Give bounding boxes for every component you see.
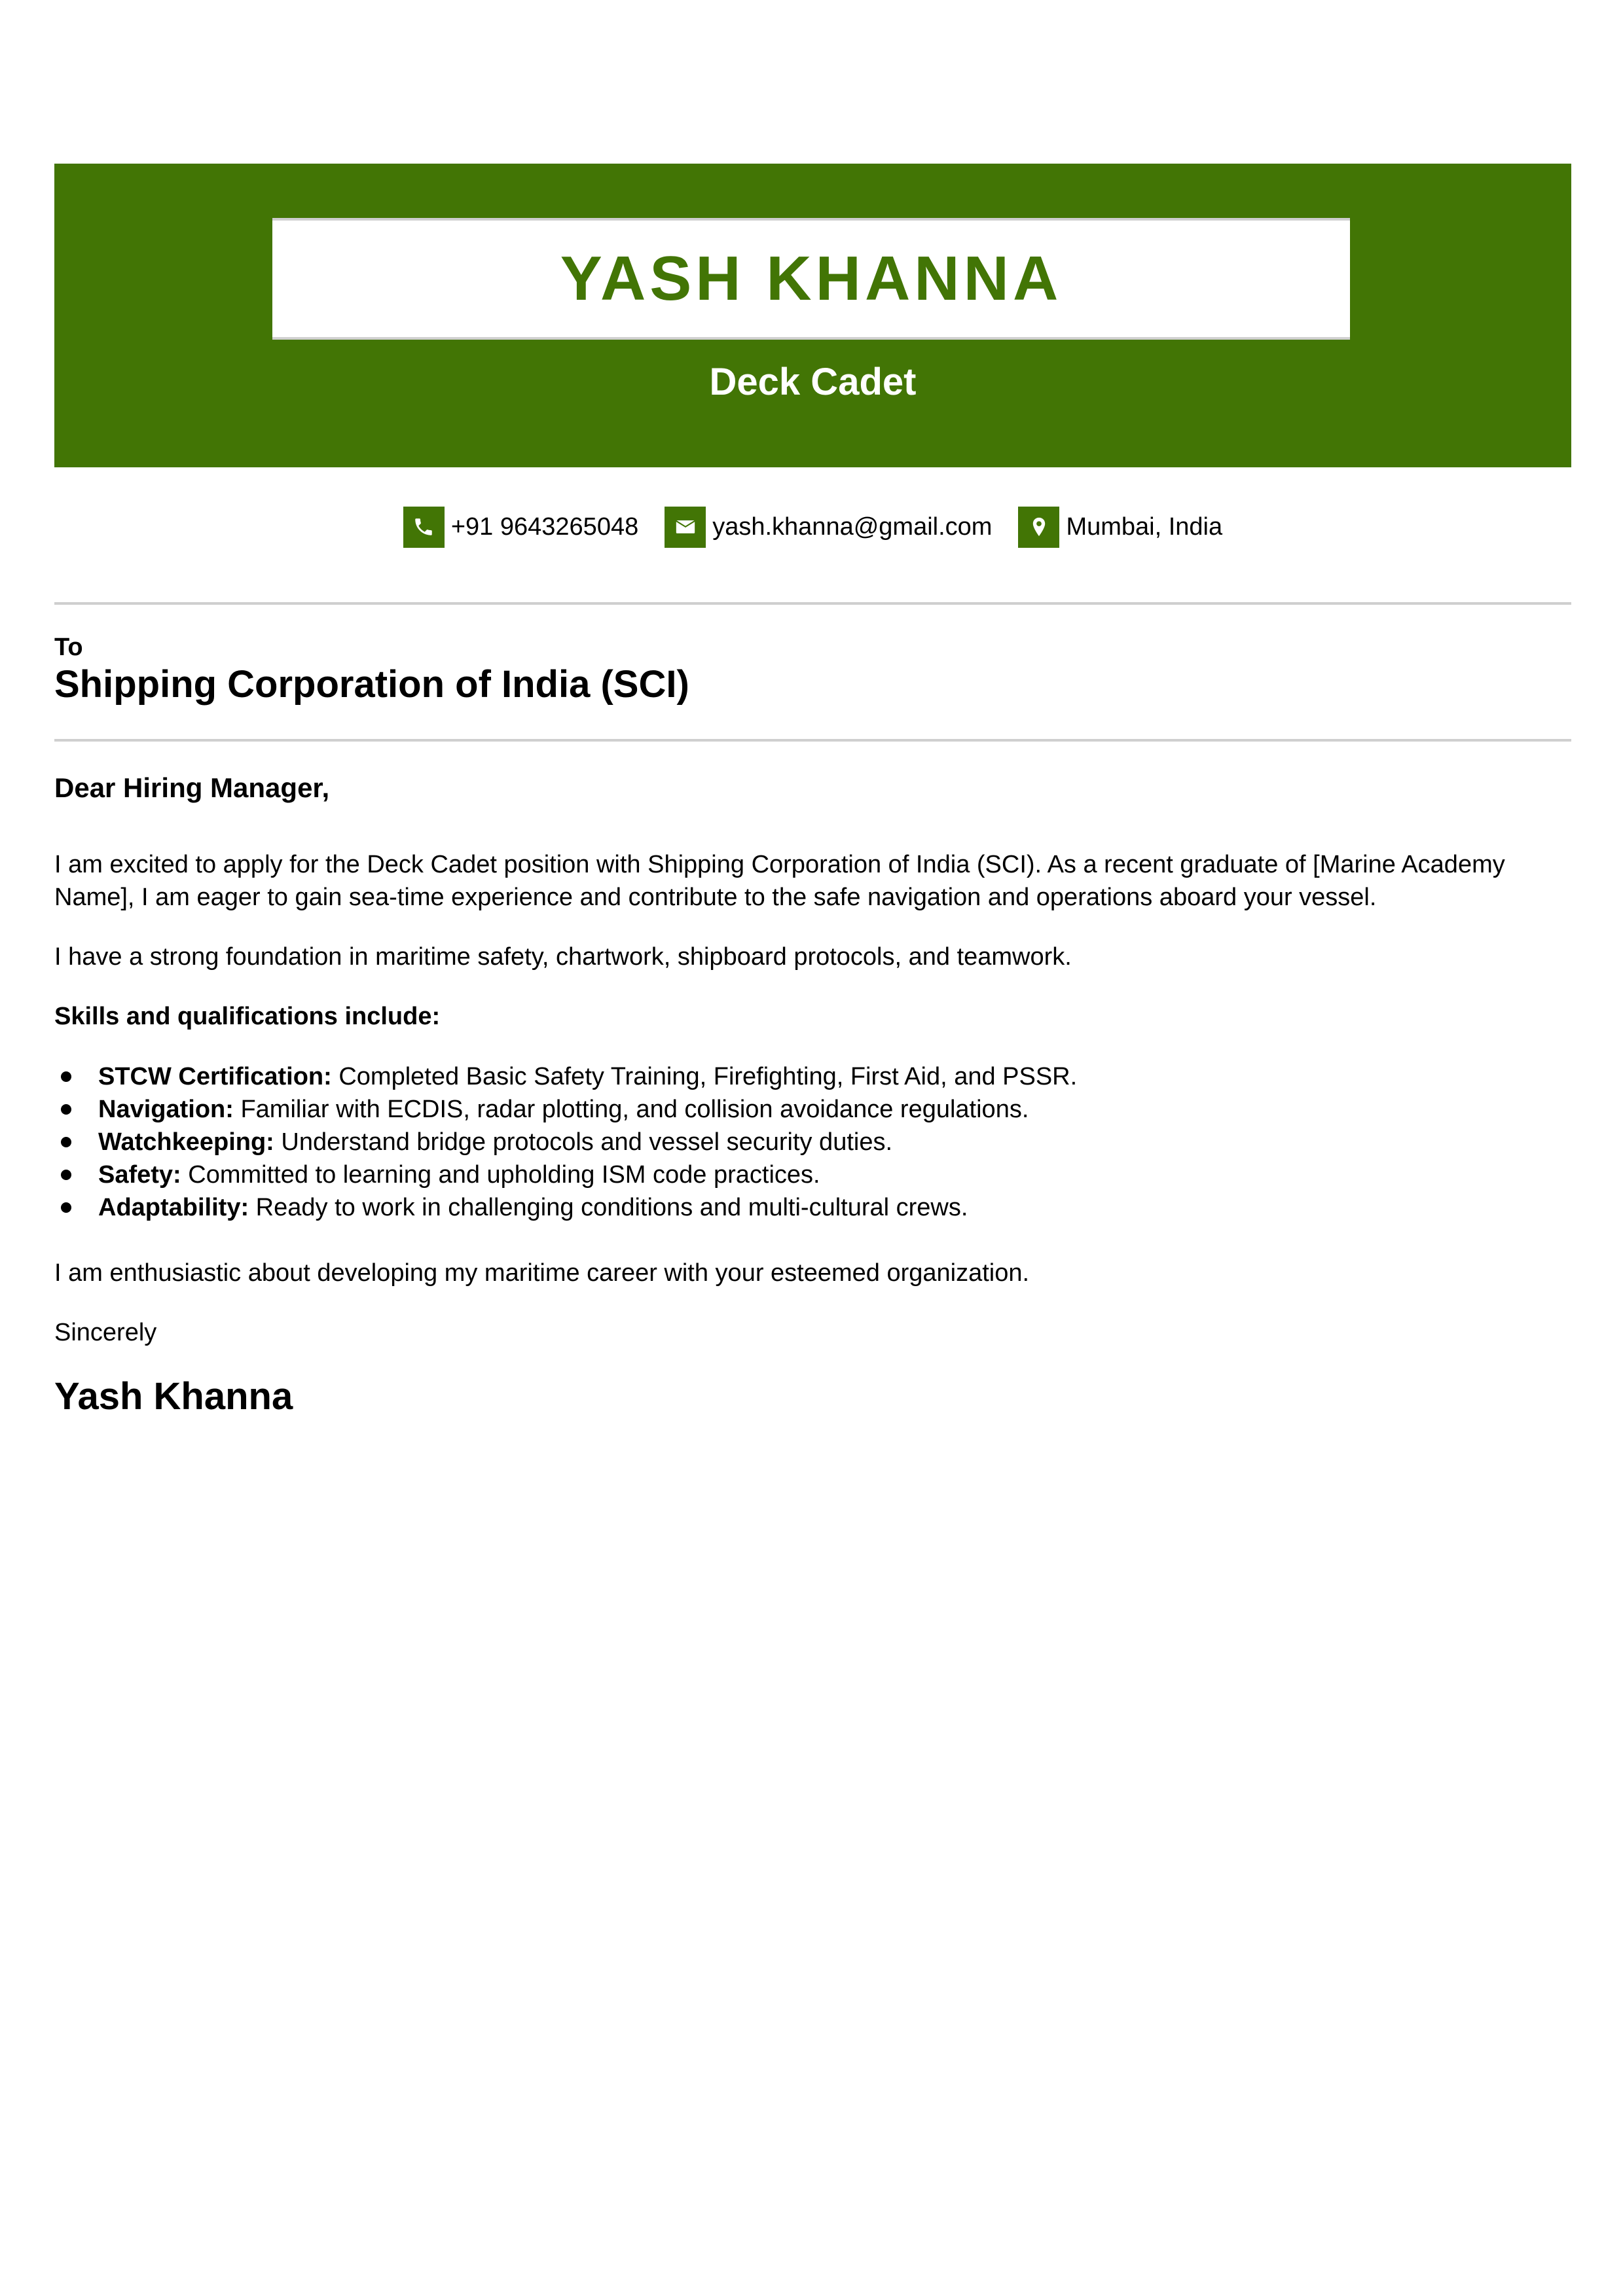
envelope-icon: [665, 507, 706, 548]
skill-text: Understand bridge protocols and vessel security duties.: [274, 1128, 893, 1156]
list-item: [54, 1093, 1571, 1126]
location-text: Mumbai, India: [1066, 512, 1223, 541]
list-item: [54, 1191, 1571, 1224]
skill-name: Watchkeeping:: [98, 1128, 274, 1156]
recipient-company: Shipping Corporation of India (SCI): [54, 663, 689, 706]
skill-name: Safety:: [98, 1161, 181, 1189]
skill-text: Completed Basic Safety Training, Firefighting, First Aid, and PSSR.: [331, 1063, 1078, 1090]
skill-name: Navigation:: [98, 1096, 234, 1123]
job-title: Deck Cadet: [709, 361, 917, 403]
contact-email: [665, 507, 992, 548]
contact-phone: [403, 507, 638, 548]
contact-location: [1018, 507, 1222, 548]
list-item: [54, 1158, 1571, 1191]
divider-top: [54, 602, 1571, 605]
skills-heading: Skills and qualifications include:: [54, 1003, 441, 1030]
signature-name: Yash Khanna: [54, 1375, 293, 1418]
skills-list: [54, 1060, 1571, 1224]
skill-text: Familiar with ECDIS, radar plotting, and collision avoidance regulations.: [233, 1096, 1029, 1123]
paragraph-closing: I am enthusiastic about developing my maritime career with your esteemed organization.: [54, 1259, 1030, 1287]
skill-name: STCW Certification:: [98, 1063, 332, 1090]
contact-row: [54, 506, 1571, 548]
sign-off: Sincerely: [54, 1319, 157, 1346]
skill-text: Committed to learning and upholding ISM code practices.: [181, 1161, 820, 1189]
phone-icon: [403, 507, 445, 548]
to-label: To: [54, 634, 83, 661]
divider-recipient: [54, 739, 1571, 742]
list-item: [54, 1126, 1571, 1158]
applicant-name: YASH KHANNA: [560, 243, 1063, 314]
name-box: [272, 218, 1350, 340]
skill-text: Ready to work in challenging conditions and multi-cultural crews.: [249, 1194, 968, 1221]
skill-name: Adaptability:: [98, 1194, 249, 1221]
phone-number: +91 9643265048: [450, 512, 639, 541]
map-marker-icon: [1018, 507, 1059, 548]
list-item: [54, 1060, 1571, 1093]
paragraph-intro: I am excited to apply for the Deck Cadet position with Shipping Corporation of India (SCI). As a recent graduate of [Marine Academy Name], I am eager to gain sea-time experience and contribute to the safe navigation and operations aboard your vessel.: [54, 851, 1505, 911]
header-band: [54, 164, 1571, 467]
salutation: Dear Hiring Manager,: [54, 772, 330, 803]
email-address: yash.khanna@gmail.com: [712, 512, 993, 541]
paragraph-foundation: I have a strong foundation in maritime safety, chartwork, shipboard protocols, and teamwork.: [54, 943, 1072, 971]
